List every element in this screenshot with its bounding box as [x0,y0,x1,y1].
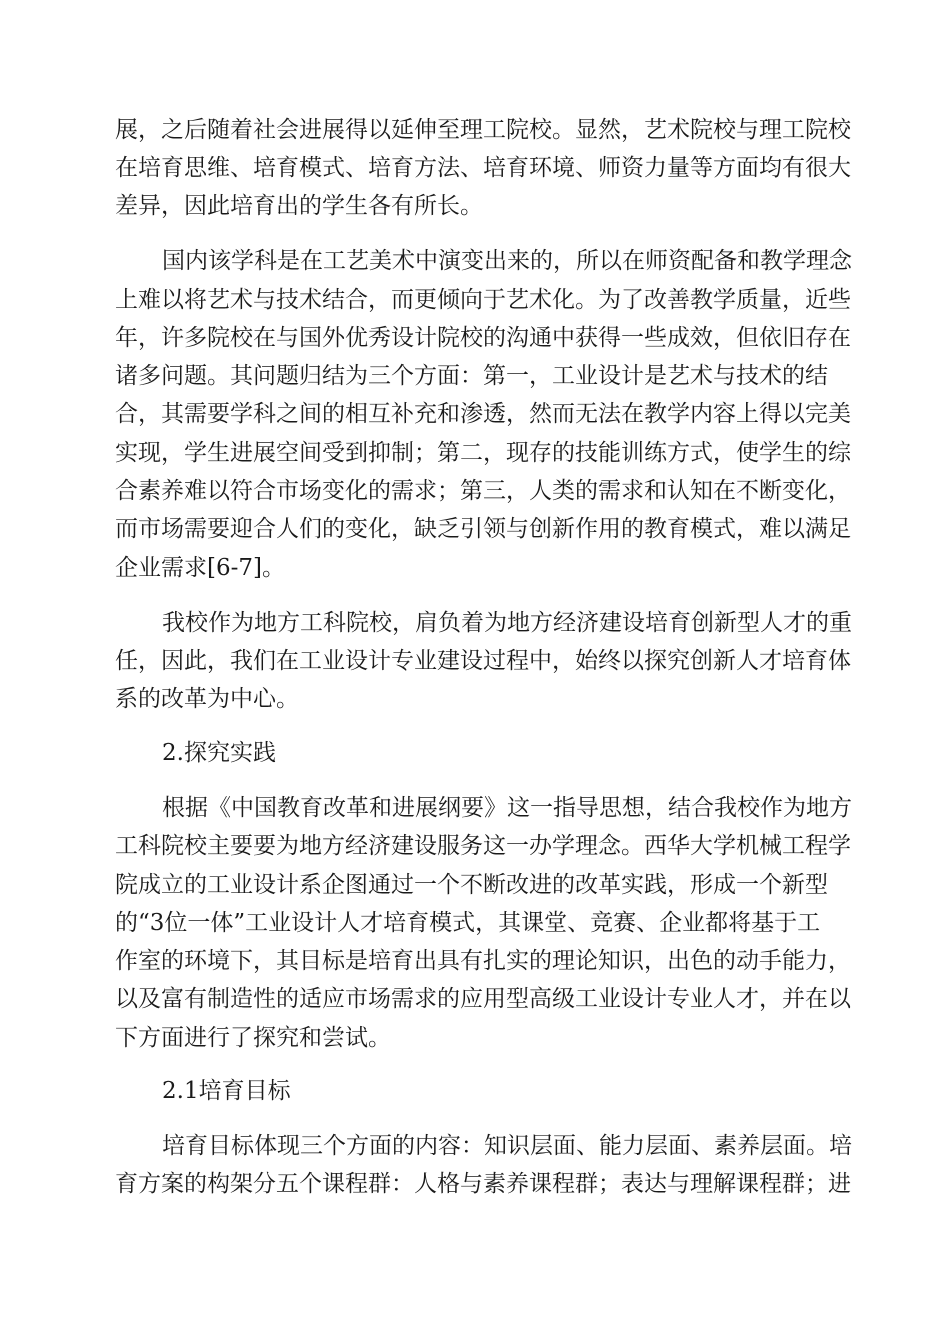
paragraph-line: 院成立的工业设计系企图通过一个不断改进的改革实践，形成一个新型 [115,872,828,898]
paragraph-line: 的“3位一体”工业设计人才培育模式，其课堂、竞赛、企业都将基于工 [115,910,821,936]
paragraph-line: 差异，因此培育出的学生各有所长。 [115,193,483,219]
paragraph-line: 合，其需要学科之间的相互补充和渗透，然而无法在教学内容上得以完美 [115,401,851,427]
section-heading: 2.探究实践 [162,740,276,766]
paragraph-line: 培育目标体现三个方面的内容：知识层面、能力层面、素养层面。培 [162,1133,852,1159]
paragraph-line: 育方案的构架分五个课程群：人格与素养课程群；表达与理解课程群；进 [115,1171,851,1197]
paragraph-line: 企业需求[6-7]。 [115,555,285,581]
paragraph-line: 根据《中国教育改革和进展纲要》这一指导思想，结合我校作为地方 [162,795,852,821]
paragraph-line: 合素养难以符合市场变化的需求；第三，人类的需求和认知在不断变化， [115,478,851,504]
paragraph-line: 展，之后随着社会进展得以延伸至理工院校。显然，艺术院校与理工院校 [115,117,851,143]
paragraph-line: 以及富有制造性的适应市场需求的应用型高级工业设计专业人才，并在以 [115,986,851,1012]
paragraph-line: 实现，学生进展空间受到抑制；第二，现存的技能训练方式，使学生的综 [115,440,851,466]
paragraph-line: 任，因此，我们在工业设计专业建设过程中，始终以探究创新人才培育体 [115,648,851,674]
paragraph-line: 我校作为地方工科院校，肩负着为地方经济建设培育创新型人才的重 [162,610,852,636]
paragraph-line: 系的改革为中心。 [115,686,299,712]
paragraph-line: 作室的环境下，其目标是培育出具有扎实的理论知识，出色的动手能力， [115,948,851,974]
paragraph-line: 而市场需要迎合人们的变化，缺乏引领与创新作用的教育模式，难以满足 [115,516,851,542]
paragraph-line: 年，许多院校在与国外优秀设计院校的沟通中获得一些成效，但依旧存在 [115,325,851,351]
paragraph-line: 诸多问题。其问题归结为三个方面：第一，工业设计是艺术与技术的结 [115,363,828,389]
section-heading: 2.1培育目标 [162,1078,291,1104]
paragraph-line: 国内该学科是在工艺美术中演变出来的，所以在师资配备和教学理念 [162,248,852,274]
paragraph-line: 在培育思维、培育模式、培育方法、培育环境、师资力量等方面均有很大 [115,155,851,181]
paragraph-line: 工科院校主要要为地方经济建设服务这一办学理念。西华大学机械工程学 [115,833,851,859]
paragraph-line: 下方面进行了探究和尝试。 [115,1025,391,1051]
paragraph-line: 上难以将艺术与技术结合，而更倾向于艺术化。为了改善教学质量，近些 [115,287,851,313]
